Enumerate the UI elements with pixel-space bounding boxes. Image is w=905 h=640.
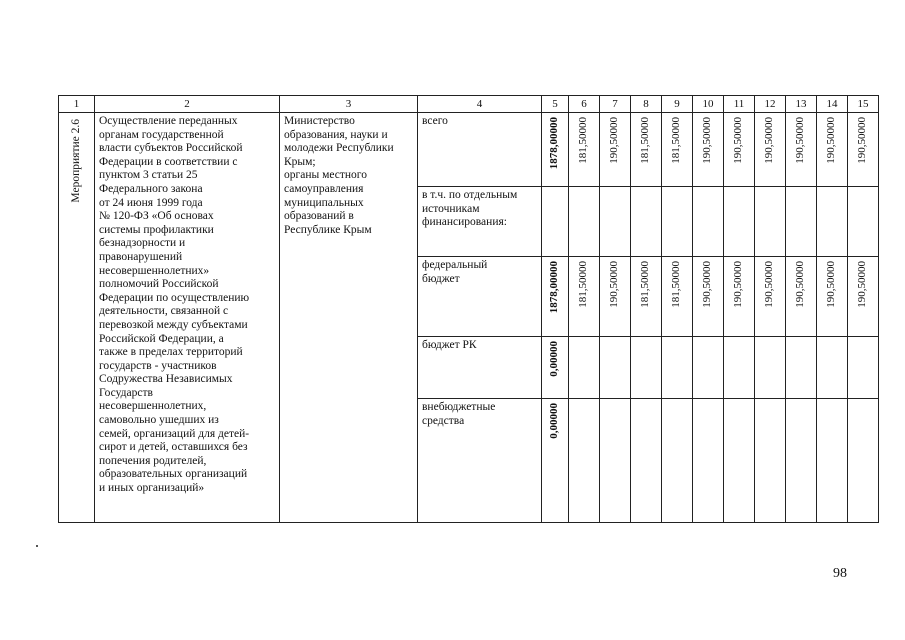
header-cell: 7 <box>600 96 631 113</box>
header-cell: 11 <box>724 96 755 113</box>
year-value: 190,50000 <box>763 261 776 308</box>
year-value-cell <box>569 187 600 257</box>
total-cell <box>542 399 569 523</box>
header-cell: 9 <box>662 96 693 113</box>
year-value-cell <box>662 187 693 257</box>
text-line: также в пределах территорий <box>99 346 243 359</box>
year-value-cell <box>569 337 600 399</box>
year-value-cell <box>817 337 848 399</box>
year-value-cell <box>786 257 817 337</box>
funding-source-cell <box>418 257 542 337</box>
year-value: 181,50000 <box>639 261 652 308</box>
text-line: полномочий Российской <box>99 278 219 291</box>
header-cell: 1 <box>59 96 95 113</box>
header-cell: 14 <box>817 96 848 113</box>
year-value-cell <box>817 187 848 257</box>
year-value-cell <box>631 113 662 187</box>
year-value-cell <box>631 187 662 257</box>
text-line: семей, организаций для детей- <box>99 427 250 440</box>
text-line: средства <box>422 414 465 427</box>
year-value-cell <box>693 113 724 187</box>
year-value: 181,50000 <box>577 117 590 164</box>
total-value: 1878,00000 <box>548 261 561 314</box>
year-value-cell <box>693 257 724 337</box>
year-value-cell <box>848 257 879 337</box>
budget-table <box>58 95 879 523</box>
text-line: № 120-ФЗ «Об основах <box>99 210 214 223</box>
year-value-cell <box>693 337 724 399</box>
text-line: несовершеннолетних» <box>99 264 210 277</box>
funding-source-cell <box>418 113 542 187</box>
year-value-cell <box>786 187 817 257</box>
text-line: попечения родителей, <box>99 454 207 467</box>
text-line: муниципальных <box>284 196 364 209</box>
page-number: 98 <box>833 566 847 581</box>
year-value-cell <box>662 399 693 523</box>
year-value-cell <box>600 187 631 257</box>
year-value-cell <box>817 399 848 523</box>
year-value: 190,50000 <box>608 117 621 164</box>
measure-cell <box>59 113 95 523</box>
text-line: образовательных организаций <box>99 468 248 481</box>
header-cell: 15 <box>848 96 879 113</box>
header-cell: 2 <box>95 96 280 113</box>
header-cell: 10 <box>693 96 724 113</box>
year-value-cell <box>786 399 817 523</box>
year-value: 190,50000 <box>794 261 807 308</box>
year-value-cell <box>724 399 755 523</box>
year-value: 181,50000 <box>577 261 590 308</box>
header-cell: 13 <box>786 96 817 113</box>
year-value-cell <box>786 337 817 399</box>
year-value: 190,50000 <box>794 117 807 164</box>
text-line: самоуправления <box>284 182 364 195</box>
total-value: 0,00000 <box>548 341 561 377</box>
year-value-cell <box>724 257 755 337</box>
year-value-cell <box>848 187 879 257</box>
text-line: органы местного <box>284 169 367 182</box>
text-line: молодежи Республики <box>284 142 394 155</box>
text-line: Государств <box>99 386 153 399</box>
year-value-cell <box>600 257 631 337</box>
text-line: несовершеннолетних, <box>99 400 207 413</box>
text-line: Республике Крым <box>284 223 372 236</box>
year-value-cell <box>817 257 848 337</box>
year-value-cell <box>662 257 693 337</box>
year-value-cell <box>724 113 755 187</box>
year-value: 181,50000 <box>639 117 652 164</box>
year-value-cell <box>569 257 600 337</box>
text-line: Осуществление переданных <box>99 115 238 127</box>
year-value-cell <box>755 337 786 399</box>
text-line: сирот и детей, оставшихся без <box>99 441 248 454</box>
year-value-cell <box>631 337 662 399</box>
funding-source-cell <box>418 187 542 257</box>
year-value: 190,50000 <box>608 261 621 308</box>
year-value: 181,50000 <box>670 261 683 308</box>
year-value: 190,50000 <box>732 117 745 164</box>
text-line: и иных организаций» <box>99 482 205 495</box>
year-value-cell <box>600 113 631 187</box>
text-line: бюджет РК <box>422 339 477 351</box>
text-line: внебюджетные <box>422 401 496 413</box>
header-row <box>59 96 879 113</box>
year-value-cell <box>569 399 600 523</box>
text-line: безнадзорности и <box>99 237 186 250</box>
text-line: Федерации в соответствии с <box>99 155 238 168</box>
funding-source-cell <box>418 337 542 399</box>
text-line: пунктом 3 статьи 25 <box>99 169 198 182</box>
total-cell <box>542 337 569 399</box>
text-line: Федерального закона <box>99 182 203 195</box>
text-line: Содружества Независимых <box>99 373 233 386</box>
year-value-cell <box>662 337 693 399</box>
text-line: бюджет <box>422 272 460 285</box>
text-line: Крым; <box>284 155 316 168</box>
text-line: финансирования: <box>422 216 507 229</box>
year-value-cell <box>693 187 724 257</box>
year-value-cell <box>848 399 879 523</box>
year-value: 190,50000 <box>825 117 838 164</box>
year-value-cell <box>755 187 786 257</box>
text-line: органам государственной <box>99 128 224 141</box>
year-value-cell <box>569 113 600 187</box>
text-line: Российской Федерации, а <box>99 332 224 345</box>
year-value-cell <box>817 113 848 187</box>
year-value-cell <box>724 187 755 257</box>
year-value-cell <box>600 337 631 399</box>
text-line: правонарушений <box>99 250 183 263</box>
year-value-cell <box>848 113 879 187</box>
year-value: 190,50000 <box>701 261 714 308</box>
text-line: всего <box>422 115 448 127</box>
header-cell: 3 <box>280 96 418 113</box>
measure-label: Мероприятие 2.6 <box>69 119 82 203</box>
year-value: 190,50000 <box>763 117 776 164</box>
total-cell <box>542 113 569 187</box>
header-cell: 12 <box>755 96 786 113</box>
year-value-cell <box>755 257 786 337</box>
year-value: 190,50000 <box>701 117 714 164</box>
text-line: образований в <box>284 210 354 223</box>
table-row <box>59 113 879 187</box>
year-value-cell <box>724 337 755 399</box>
text-line: федеральный <box>422 259 488 271</box>
year-value-cell <box>693 399 724 523</box>
year-value-cell <box>848 337 879 399</box>
text-line: деятельности, связанной с <box>99 305 229 318</box>
header-cell: 8 <box>631 96 662 113</box>
year-value: 181,50000 <box>670 117 683 164</box>
year-value: 190,50000 <box>732 261 745 308</box>
scan-dot <box>36 545 38 547</box>
year-value-cell <box>631 399 662 523</box>
total-value: 0,00000 <box>548 403 561 439</box>
text-line: в т.ч. по отдельным <box>422 189 518 201</box>
executor-cell <box>280 113 418 523</box>
text-line: от 24 июня 1999 года <box>99 196 203 209</box>
text-line: государств - участников <box>99 359 217 372</box>
header-cell: 4 <box>418 96 542 113</box>
text-line: источникам <box>422 202 480 215</box>
description-cell <box>95 113 280 523</box>
total-cell <box>542 257 569 337</box>
text-line: Федерации по осуществлению <box>99 291 250 304</box>
text-line: самовольно ушедших из <box>99 414 219 427</box>
year-value-cell <box>600 399 631 523</box>
year-value: 190,50000 <box>825 261 838 308</box>
text-line: власти субъектов Российской <box>99 142 243 155</box>
text-line: системы профилактики <box>99 223 214 236</box>
text-line: перевозкой между субъектами <box>99 318 248 331</box>
funding-source-cell <box>418 399 542 523</box>
header-cell: 6 <box>569 96 600 113</box>
text-line: образования, науки и <box>284 128 388 141</box>
year-value-cell <box>755 399 786 523</box>
text-line: Министерство <box>284 115 355 127</box>
year-value: 190,50000 <box>856 261 869 308</box>
year-value-cell <box>631 257 662 337</box>
header-cell: 5 <box>542 96 569 113</box>
year-value-cell <box>755 113 786 187</box>
year-value-cell <box>662 113 693 187</box>
total-value: 1878,00000 <box>548 117 561 170</box>
year-value: 190,50000 <box>856 117 869 164</box>
total-cell <box>542 187 569 257</box>
year-value-cell <box>786 113 817 187</box>
